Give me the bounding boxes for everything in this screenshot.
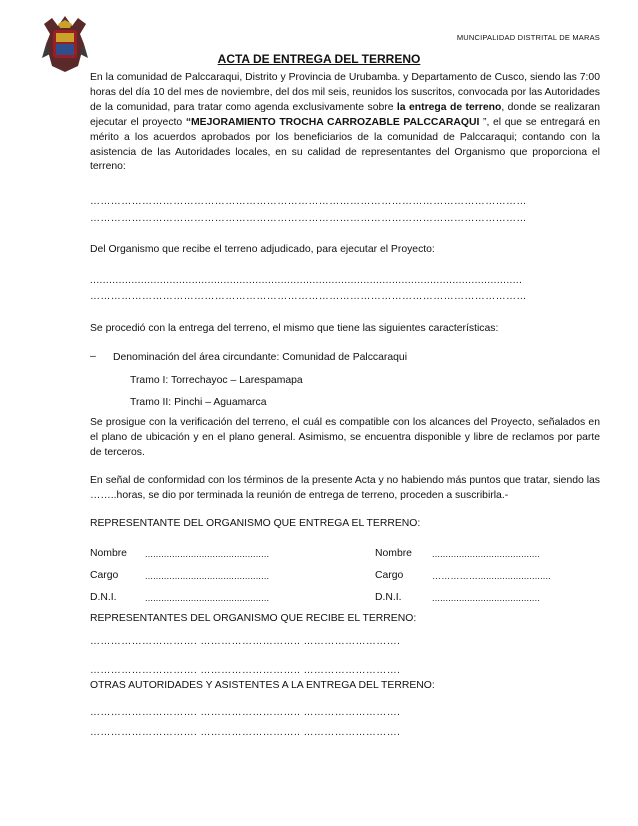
field-blank: ........................................	[432, 549, 541, 559]
field-blank: ……………...........................	[432, 571, 551, 581]
field-label-dni: D.N.I.	[375, 592, 402, 603]
signature-blank-line: …………………………. ……………………….. ……………………….	[90, 707, 401, 718]
blank-line: ………………………………………………………………………………………………………………	[90, 291, 527, 302]
field-label-nombre: Nombre	[375, 548, 412, 559]
signature-blank-line: …………………………. ……………………….. ……………………….	[90, 665, 401, 676]
tramo-1: Tramo I: Torrechayoc – Larespamapa	[130, 375, 303, 386]
field-label-cargo: Cargo	[90, 570, 119, 581]
municipality-name: MUNCIPALIDAD DISTRITAL DE MARAS	[456, 33, 600, 42]
field-label-dni: D.N.I.	[90, 592, 117, 603]
others-section-heading: OTRAS AUTORIDADES Y ASISTENTES A LA ENTREGA DEL TERRENO:	[90, 680, 435, 691]
field-blank: ........................................	[432, 593, 541, 603]
blank-line: ………………………………………………………………………………………………………………	[90, 196, 527, 207]
characteristics-intro: Se procedió con la entrega del terreno, el mismo que tiene las siguientes características:	[90, 323, 499, 334]
receiver-intro: Del Organismo que recibe el terreno adjudicado, para ejecutar el Proyecto:	[90, 244, 435, 255]
field-blank: ..............................................	[145, 593, 270, 603]
blank-line: ………………………………………………………………………………………………………………	[90, 213, 527, 224]
giver-section-heading: REPRESENTANTE DEL ORGANISMO QUE ENTREGA EL TERRENO:	[90, 518, 421, 529]
document-title: ACTA DE ENTREGA DEL TERRENO	[217, 52, 421, 66]
signature-blank-line: …………………………. ……………………….. ……………………….	[90, 636, 401, 647]
denomination-text: Denominación del área circundante: Comunidad de Palccaraqui	[113, 352, 408, 363]
field-blank: ..............................................	[145, 549, 270, 559]
receiver-section-heading: REPRESENTANTES DEL ORGANISMO QUE RECIBE EL TERRENO:	[90, 613, 417, 624]
conformity-paragraph: En señal de conformidad con los términos de la presente Acta y no habiendo más puntos que tratar, siendo las ……..horas, se dio por terminada la reunión de entrega de terreno, proceden a suscribirla.-	[90, 475, 600, 501]
denomination-bullet: –	[90, 351, 96, 362]
blank-line: ........................................................................................................................................	[90, 275, 523, 286]
field-label-nombre: Nombre	[90, 548, 127, 559]
verification-paragraph: Se prosigue con la verificación del terreno, el cuál es compatible con los alcances del Proyecto, señalados en el plano de ubicación y en el plano general. Asimismo, se encuentra disponible y libre de reclamos por parte de terceros.	[90, 417, 600, 458]
intro-paragraph: En la comunidad de Palccaraqui, Distrito y Provincia de Urubamba. y Departamento de Cusco, siendo las 7:00 horas del día 10 del mes de noviembre, del dos mil seis, reunidos los suscritos, convocada por las Autoridades de la comunidad, para tratar como agenda exclusivamente sobre la entrega de terreno, donde se realizaran ejecutar el proyecto “MEJORAMIENTO TROCHA CARROZABLE PALCCARAQUI ”, el que se entregará en mérito a los acuerdos aprobados por los beneficiarios de la comunidad de Palccaraqui; contando con la asistencia de las Autoridades locales, en su calidad de representantes del Organismo que proporciona el terreno:	[90, 72, 601, 173]
tramo-2: Tramo II: Pinchi – Aguamarca	[130, 397, 267, 408]
field-label-cargo: Cargo	[375, 570, 404, 581]
signature-blank-line: …………………………. ……………………….. ……………………….	[90, 727, 401, 738]
field-blank: ..............................................	[145, 571, 270, 581]
